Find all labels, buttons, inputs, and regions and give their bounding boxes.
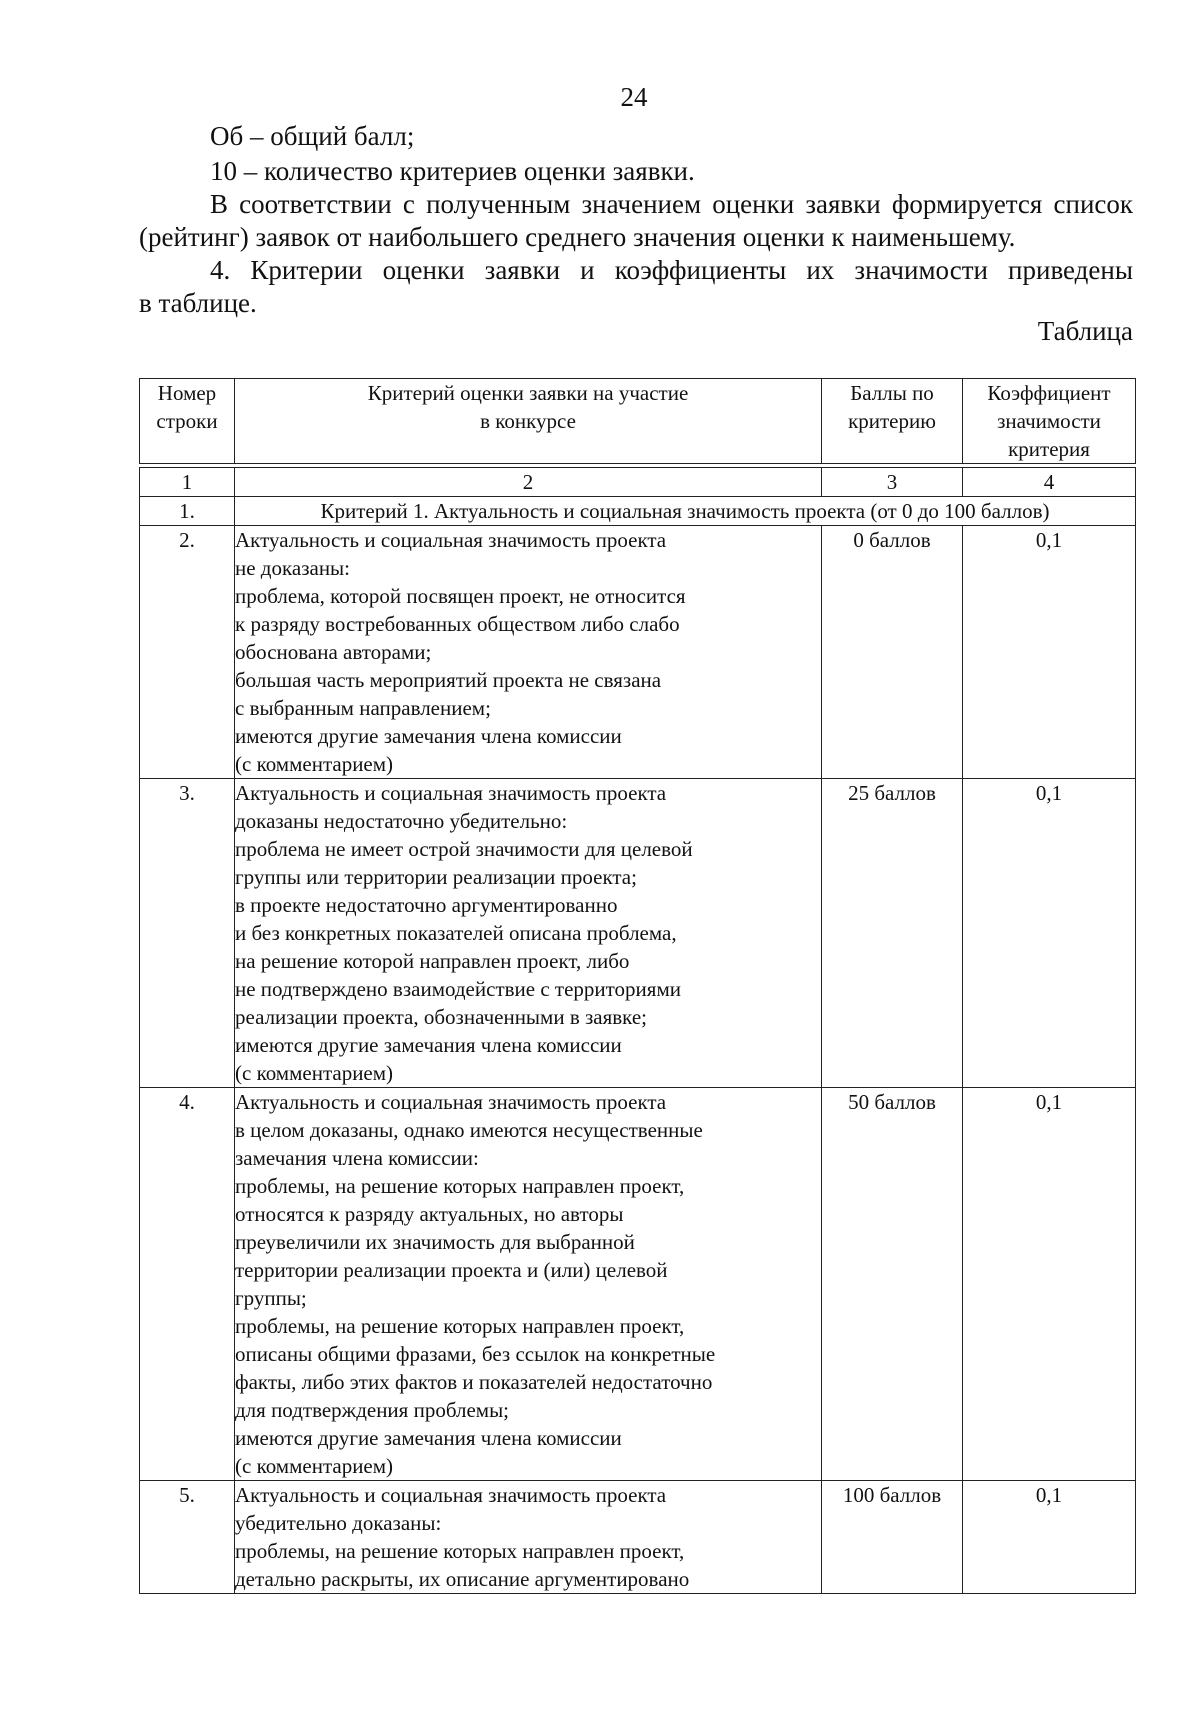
header-coefficient-line: значимости <box>997 409 1101 433</box>
column-number: 1 <box>140 468 235 497</box>
section-row-title: Критерий 1. Актуальность и социальная значимость проекта (от 0 до 100 баллов) <box>235 497 1136 526</box>
table-header-row <box>140 379 1136 464</box>
description-line: не подтверждено взаимодействие с территориями <box>235 977 681 1001</box>
row-number: 4. <box>140 1088 235 1481</box>
column-number: 2 <box>235 468 822 497</box>
table-caption: Таблица <box>1037 316 1133 346</box>
description-line: и без конкретных показателей описана проблема, <box>235 921 677 945</box>
description-line: (с комментарием) <box>235 1061 394 1085</box>
row-points: 0 баллов <box>822 526 963 779</box>
row-points: 25 баллов <box>822 779 963 1088</box>
description-line: проблемы, на решение которых направлен проект, <box>235 1174 685 1198</box>
description-line: для подтверждения проблемы; <box>235 1398 510 1422</box>
description-line: к разряду востребованных обществом либо слабо <box>235 612 680 636</box>
description-line: (с комментарием) <box>235 752 394 776</box>
table-row <box>140 779 1136 1088</box>
header-points-line: критерию <box>848 409 936 433</box>
row-coefficient: 0,1 <box>963 779 1136 1088</box>
description-line: доказаны недостаточно убедительно: <box>235 809 568 833</box>
description-line: (с комментарием) <box>235 1454 394 1478</box>
description-line: факты, либо этих фактов и показателей недостаточно <box>235 1370 713 1394</box>
row-coefficient: 0,1 <box>963 1088 1136 1481</box>
description-line: Актуальность и социальная значимость проекта <box>235 1090 667 1114</box>
description-line: большая часть мероприятий проекта не связана <box>235 668 662 692</box>
header-points-line: Баллы по <box>850 381 934 405</box>
header-criterion-line: в конкурсе <box>480 409 576 433</box>
header-coefficient-line: критерия <box>1008 437 1090 461</box>
row-coefficient: 0,1 <box>963 1481 1136 1594</box>
column-number: 4 <box>963 468 1136 497</box>
description-line: территории реализации проекта и (или) целевой <box>235 1258 668 1282</box>
section-row <box>140 497 1136 526</box>
row-points: 100 баллов <box>822 1481 963 1594</box>
row-number: 2. <box>140 526 235 779</box>
description-line: проблема не имеет острой значимости для целевой <box>235 837 693 861</box>
description-line: Актуальность и социальная значимость проекта <box>235 528 667 552</box>
description-line: имеются другие замечания члена комиссии <box>235 1426 622 1450</box>
header-number-line: Номер <box>157 381 217 405</box>
description-line: проблема, которой посвящен проект, не относится <box>235 584 686 608</box>
description-line: преувеличили их значимость для выбранной <box>235 1230 635 1254</box>
description-line: описаны общими фразами, без ссылок на конкретные <box>235 1342 716 1366</box>
column-number: 3 <box>822 468 963 497</box>
description-line: относятся к разряду актуальных, но авторы <box>235 1202 624 1226</box>
row-number: 5. <box>140 1481 235 1594</box>
description-line: реализации проекта, обозначенными в заявке; <box>235 1005 648 1029</box>
row-number: 3. <box>140 779 235 1088</box>
criteria-paragraph-line1 <box>210 254 1133 287</box>
header-criterion-line: Критерий оценки заявки на участие <box>367 381 689 405</box>
rating-line1-text: В соответствии с полученным значением оценки заявки формируется список <box>210 189 1133 219</box>
ob-definition: Об – общий балл; <box>210 121 415 151</box>
description-line: детально раскрыты, их описание аргументировано <box>235 1567 690 1591</box>
criteria-paragraph-line2: в таблице. <box>139 288 257 318</box>
description-line: в проекте недостаточно аргументированно <box>235 893 618 917</box>
row-description <box>235 779 822 1088</box>
header-points <box>822 379 963 464</box>
row-description <box>235 526 822 779</box>
section-row-number: 1. <box>140 497 235 526</box>
description-line: проблемы, на решение которых направлен проект, <box>235 1314 685 1338</box>
description-line: Актуальность и социальная значимость проекта <box>235 1483 667 1507</box>
row-description <box>235 1481 822 1594</box>
description-line: обоснована авторами; <box>235 640 432 664</box>
criteria-table <box>139 378 1136 1594</box>
ten-definition: 10 – количество критериев оценки заявки. <box>210 156 695 186</box>
description-line: убедительно доказаны: <box>235 1511 442 1535</box>
criteria-rows <box>140 526 1136 1594</box>
header-number <box>140 379 235 464</box>
description-line: имеются другие замечания члена комиссии <box>235 1033 622 1057</box>
criteria-line1-text: 4. Критерии оценки заявки и коэффициенты их значимости приведены <box>210 255 1133 285</box>
description-line: в целом доказаны, однако имеются несущественные <box>235 1118 703 1142</box>
description-line: группы или территории реализации проекта; <box>235 865 637 889</box>
header-coefficient-line: Коэффициент <box>987 381 1111 405</box>
header-criterion <box>235 379 822 464</box>
rating-paragraph-line1 <box>210 188 1133 221</box>
description-line: группы; <box>235 1286 307 1310</box>
table-row <box>140 1088 1136 1481</box>
description-line: проблемы, на решение которых направлен проект, <box>235 1539 685 1563</box>
table-row <box>140 1481 1136 1594</box>
description-line: на решение которой направлен проект, либо <box>235 949 630 973</box>
row-coefficient: 0,1 <box>963 526 1136 779</box>
description-line: не доказаны: <box>235 556 350 580</box>
description-line: имеются другие замечания члена комиссии <box>235 724 622 748</box>
page-number: 24 <box>620 82 648 112</box>
description-line: Актуальность и социальная значимость проекта <box>235 781 667 805</box>
table-row <box>140 526 1136 779</box>
rating-paragraph-line2: (рейтинг) заявок от наибольшего среднего значения оценки к наименьшему. <box>139 222 1016 252</box>
description-line: с выбранным направлением; <box>235 696 491 720</box>
row-points: 50 баллов <box>822 1088 963 1481</box>
column-number-row <box>140 468 1136 497</box>
header-coefficient <box>963 379 1136 464</box>
header-number-line: строки <box>156 409 218 433</box>
description-line: замечания члена комиссии: <box>235 1146 479 1170</box>
row-description <box>235 1088 822 1481</box>
